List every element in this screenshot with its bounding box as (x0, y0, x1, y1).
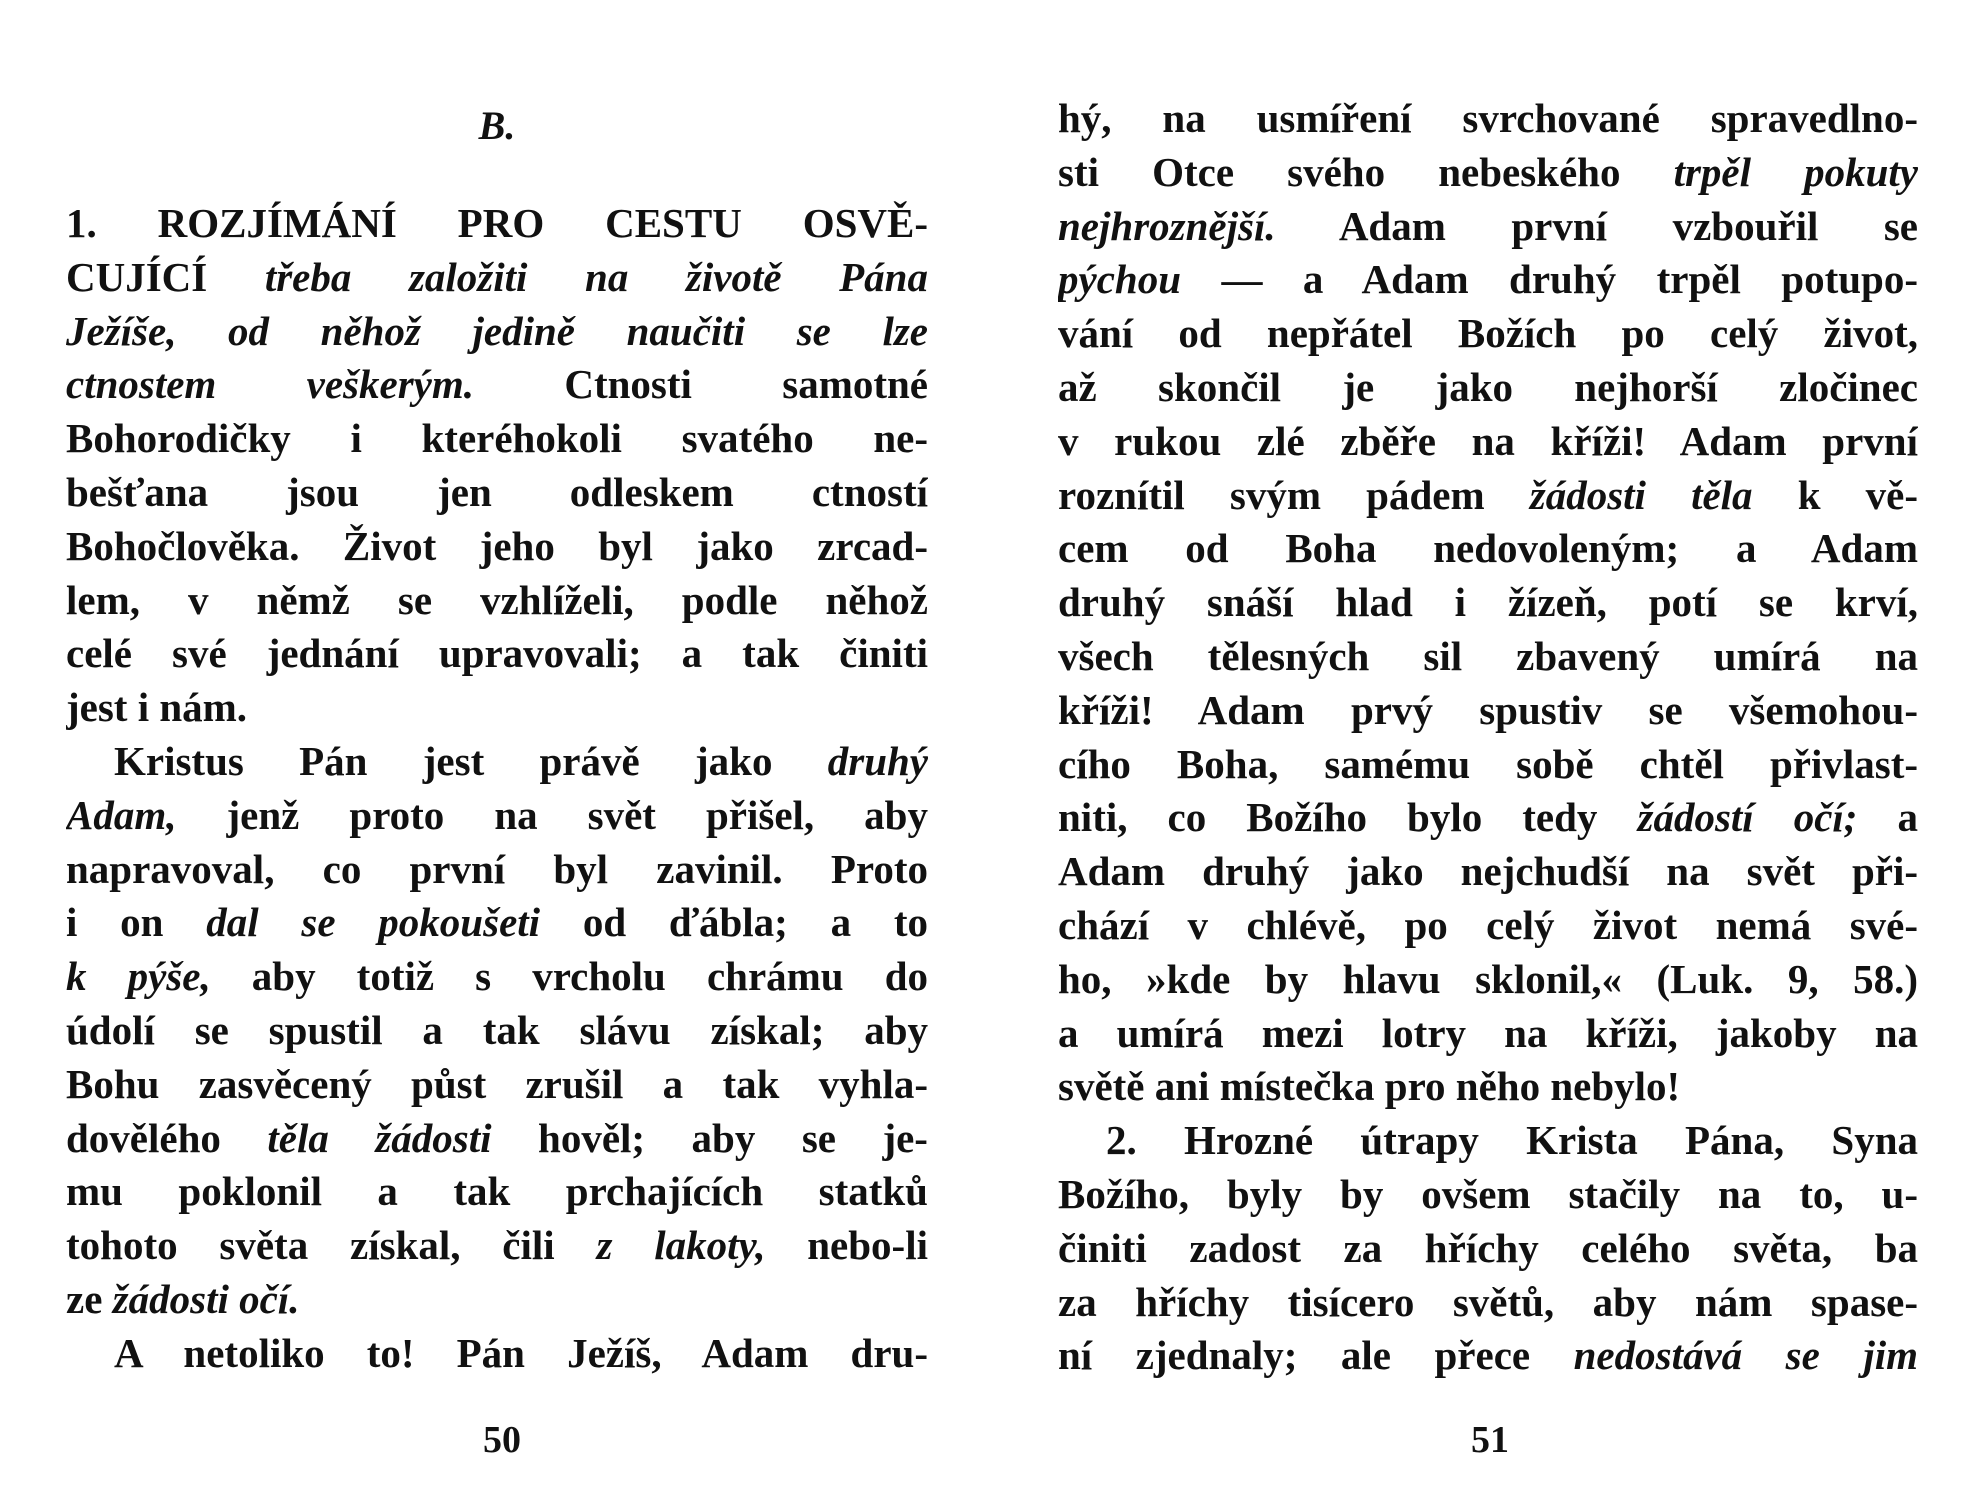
text-segment: hý, na usmíření svrchované spravedlno- (1058, 95, 1918, 141)
text-line (1058, 684, 1918, 738)
text-segment: a umírá mezi lotry na kříži, jakoby na (1058, 1009, 1918, 1056)
text-line (1058, 1114, 1918, 1168)
italic-text: těla žádosti (267, 1114, 492, 1161)
text-line (1058, 146, 1918, 200)
text-segment: Adam první vzbouřil se (1275, 202, 1918, 249)
text-line (1058, 1060, 1918, 1114)
text-line (66, 251, 928, 305)
left-page (66, 0, 928, 1500)
text-line (66, 1273, 928, 1327)
text-segment: napravoval, co první byl zavinil. Proto (66, 845, 928, 892)
text-segment: hověl; aby se je- (491, 1114, 928, 1161)
text-line (1058, 953, 1918, 1007)
text-segment: chází v chlévě, po celý život nemá své- (1058, 901, 1918, 948)
text-segment: sti Otce svého nebeského (1058, 148, 1674, 195)
italic-text: dal se pokoušeti (206, 899, 541, 946)
text-segment: 2. Hrozné útrapy Krista Pána, Syna (1106, 1117, 1918, 1164)
text-line (66, 520, 928, 574)
text-segment: až skončil je jako nejhorší zločinec (1058, 363, 1918, 410)
text-segment: lem, v němž se vzhlíželi, podle něhož (66, 576, 928, 623)
text-line (1058, 576, 1918, 630)
text-segment: bešťana jsou jen odleskem ctností (66, 468, 928, 515)
text-line (66, 843, 928, 897)
text-line (1058, 1222, 1918, 1276)
text-line (66, 1165, 928, 1219)
text-segment: — a Adam druhý trpěl potupo- (1181, 256, 1918, 303)
italic-text: nejhroznější. (1058, 202, 1276, 249)
text-line (66, 789, 928, 843)
text-segment: Kristus Pán jest právě jako (114, 737, 828, 784)
text-segment: Bohočlověka. Život jeho byl jako zrcad- (66, 522, 928, 569)
right-page (1058, 0, 1918, 1500)
italic-text: žádosti očí. (112, 1275, 300, 1322)
text-line (66, 1327, 928, 1381)
right-page-text (1058, 92, 1918, 1383)
text-line (66, 1219, 928, 1273)
text-segment: všech tělesných sil zbavený umírá na (1058, 632, 1918, 679)
text-segment: cem od Boha nedovoleným; a Adam (1058, 525, 1918, 572)
text-segment: celé své jednání upravovali; a tak činiti (66, 630, 928, 677)
text-line (66, 574, 928, 628)
italic-text: Adam, (66, 791, 177, 838)
text-line (1058, 92, 1918, 146)
text-line (66, 1112, 928, 1166)
italic-text: nedostává se jim (1573, 1332, 1918, 1379)
text-segment: Bohorodičky i kteréhokoli svatého ne- (66, 415, 928, 462)
italic-text: k pýše, (66, 953, 211, 1000)
italic-text: trpěl pokuty (1673, 148, 1918, 195)
text-line (66, 412, 928, 466)
text-segment: ní zjednaly; ale přece (1058, 1332, 1574, 1379)
text-segment: nebo-li (765, 1222, 928, 1269)
text-line (1058, 738, 1918, 792)
text-segment: ho, »kde by hlavu sklonil,« (Luk. 9, 58.) (1058, 955, 1918, 1002)
text-line (66, 735, 928, 789)
text-segment: druhý snáší hlad i žízeň, potí se krví, (1058, 579, 1918, 626)
text-line (1058, 630, 1918, 684)
text-segment: světě ani místečka pro něho nebylo! (1058, 1063, 1681, 1110)
italic-text: žádostí očí; (1637, 794, 1858, 841)
text-segment: k vě- (1752, 471, 1918, 518)
text-segment: údolí se spustil a tak slávu získal; aby (66, 1006, 928, 1053)
text-line (1058, 469, 1918, 523)
text-line (1058, 791, 1918, 845)
text-segment: Božího, byly by ovšem stačily na to, u- (1058, 1170, 1918, 1217)
text-line (1058, 899, 1918, 953)
italic-text: Ježíše, od něhož jedině naučiti se lze (66, 307, 928, 354)
text-line (66, 896, 928, 950)
text-segment: cího Boha, samému sobě chtěl přivlast- (1058, 740, 1918, 787)
italic-text: z lakoty, (596, 1222, 766, 1269)
text-segment: roznítil svým pádem (1058, 471, 1530, 518)
text-line (1058, 1329, 1918, 1383)
text-line (1058, 307, 1918, 361)
text-segment: CUJÍCÍ (66, 253, 265, 300)
text-segment: Ctnosti samotné (474, 361, 928, 408)
text-segment: jest i nám. (66, 684, 248, 731)
text-segment: 1. ROZJÍMÁNÍ PRO CESTU OSVĚ- (66, 200, 928, 246)
text-line (1058, 1168, 1918, 1222)
italic-text: druhý (827, 737, 928, 784)
text-segment: Adam druhý jako nejchudší na svět při- (1058, 848, 1918, 895)
italic-text: pýchou (1058, 256, 1181, 303)
text-segment: od ďábla; a to (540, 899, 928, 946)
text-segment: vání od nepřátel Božích po celý život, (1058, 310, 1918, 357)
text-line (1058, 1276, 1918, 1330)
page-number-right: 51 (1471, 1419, 1509, 1461)
text-segment: za hříchy tisícero světů, aby nám spase- (1058, 1278, 1918, 1325)
text-segment: A netoliko to! Pán Ježíš, Adam dru- (114, 1329, 928, 1376)
text-line (1058, 253, 1918, 307)
left-page-text (66, 197, 928, 1381)
text-segment: činiti zadost za hříchy celého světa, ba (1058, 1224, 1918, 1271)
text-segment: mu poklonil a tak prchajících statků (66, 1168, 928, 1215)
text-line (1058, 845, 1918, 899)
italic-text: třeba založiti na životě Pána (264, 253, 928, 300)
text-line (1058, 415, 1918, 469)
text-line (66, 305, 928, 359)
text-line (66, 950, 928, 1004)
text-line (66, 197, 928, 251)
text-segment: ze (66, 1275, 113, 1322)
text-segment: a (1857, 794, 1918, 841)
text-segment: Bohu zasvěcený půst zrušil a tak vyhla- (66, 1060, 928, 1107)
text-segment: kříži! Adam prvý spustiv se všemohou- (1058, 686, 1918, 733)
text-segment: tohoto světa získal, čili (66, 1222, 597, 1269)
text-line (1058, 361, 1918, 415)
text-segment: niti, co Božího bylo tedy (1058, 794, 1638, 841)
text-line (66, 627, 928, 681)
text-segment: aby totiž s vrcholu chrámu do (210, 953, 928, 1000)
page-number-left: 50 (483, 1419, 521, 1461)
text-segment: v rukou zlé zběře na kříži! Adam první (1058, 417, 1918, 464)
text-segment: dovělého (66, 1114, 268, 1161)
text-line (66, 681, 928, 735)
text-line (1058, 522, 1918, 576)
section-letter: B. (478, 103, 516, 148)
text-line (66, 1058, 928, 1112)
text-line (1058, 1007, 1918, 1061)
text-line (66, 466, 928, 520)
text-segment: i on (66, 899, 207, 946)
italic-text: ctnostem veškerým. (66, 361, 475, 408)
text-line (66, 358, 928, 412)
text-line (1058, 200, 1918, 254)
text-segment: jenž proto na svět přišel, aby (176, 791, 928, 838)
text-line (66, 1004, 928, 1058)
italic-text: žádosti těla (1529, 471, 1753, 518)
